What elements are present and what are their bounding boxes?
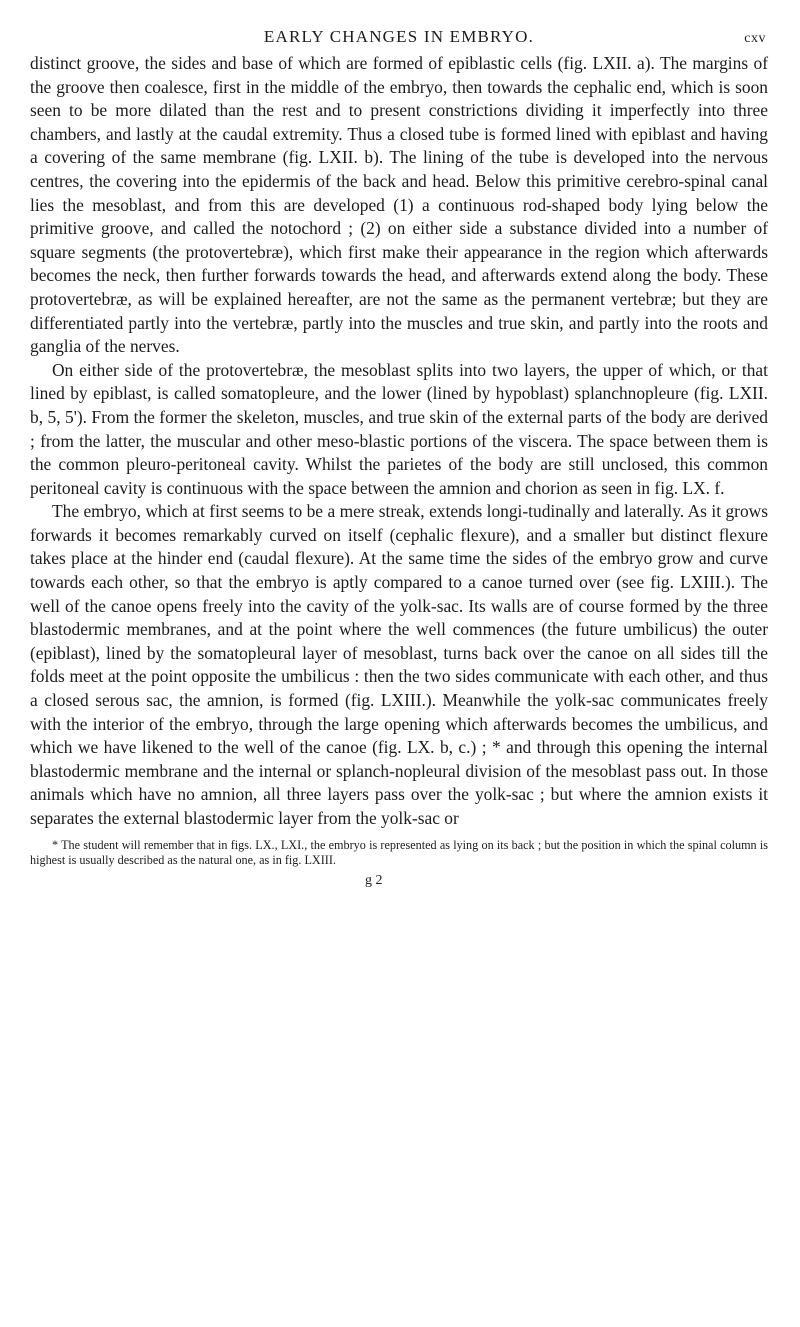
page xyxy=(30,0,768,890)
paragraph: distinct groove, the sides and base of which are formed of epiblastic cells (fig. LXII. a). The margins of the groove then coalesce, first in the middle of the embryo, then towards the cephalic end, which is soon seen to be more dilated than the rest and to present constrictions dividing it imperfectly into three chambers, and lastly at the caudal extremity. Thus a closed tube is formed lined with epiblast and having a covering of the same membrane (fig. LXII. b). The lining of the tube is developed into the nervous centres, the covering into the epidermis of the back and head. Below this primitive cerebro-spinal canal lies the mesoblast, and from this are developed (1) a continuous rod-shaped body lying below the primitive groove, and called the notochord ; (2) on either side a substance divided into a number of square segments (the protovertebræ), which first make their appearance in the region which afterwards becomes the neck, then further forwards towards the head, and afterwards extend along the body. These protovertebræ, as will be explained hereafter, are not the same as the permanent vertebræ; but they are differentiated partly into the vertebræ, partly into the muscles and true skin, and partly into the roots and ganglia of the nerves. xyxy=(30,53,768,357)
running-head: EARLY CHANGES IN EMBRYO. xyxy=(263,27,535,46)
body-text xyxy=(30,52,768,831)
paragraph: The embryo, which at first seems to be a mere streak, extends longi-tudinally and laterally. As it grows forwards it becomes remarkably curved on itself (cephalic flexure), and a smaller but distinct flexure takes place at the hinder end (caudal flexure). At the same time the sides of the embryo grow and curve towards each other, so that the embryo is aptly compared to a canoe turned over (see fig. LXIII.). The well of the canoe opens freely into the cavity of the yolk-sac. Its walls are of course formed by the three blastodermic membranes, and at the point where the well commences (the future umbilicus) the outer (epiblast), lined by the somatopleural layer of mesoblast, turns back over the canoe on all sides till the folds meet at the point opposite the umbilicus : then the two sides communicate with each other, and thus a closed serous sac, the amnion, is formed (fig. LXIII.). Meanwhile the yolk-sac communicates freely with the interior of the embryo, through the large opening which afterwards becomes the umbilicus, and which we have likened to the well of the canoe (fig. LX. b, c.) ; * and through this opening the internal blastodermic membrane and the internal or splanch-nopleural division of the mesoblast pass out. In those animals which have no amnion, all three layers pass over the yolk-sac ; but where the amnion exists it separates the external blastodermic layer from the yolk-sac or xyxy=(30,501,768,828)
footnote: * The student will remember that in figs. LX., LXI., the embryo is represented as lying on its back ; but the position in which the spinal column is highest is usually described as the natural one, as in fig. LXIII. xyxy=(30,837,768,868)
page-header xyxy=(30,0,768,52)
page-number: cxv xyxy=(744,31,766,46)
signature-mark: g 2 xyxy=(365,872,383,888)
paragraph: On either side of the protovertebræ, the mesoblast splits into two layers, the upper of which, or that lined by epiblast, is called somatopleure, and the lower (lined by hypoblast) splanchnopleure (fig. LXII. b, 5, 5'). From the former the skeleton, muscles, and true skin of the external parts of the body are derived ; from the latter, the muscular and other meso-blastic portions of the viscera. The space between them is the common pleuro-peritoneal cavity. Whilst the parietes of the body are still unclosed, this common peritoneal cavity is continuous with the space between the amnion and chorion as seen in fig. LX. f. xyxy=(30,359,768,498)
